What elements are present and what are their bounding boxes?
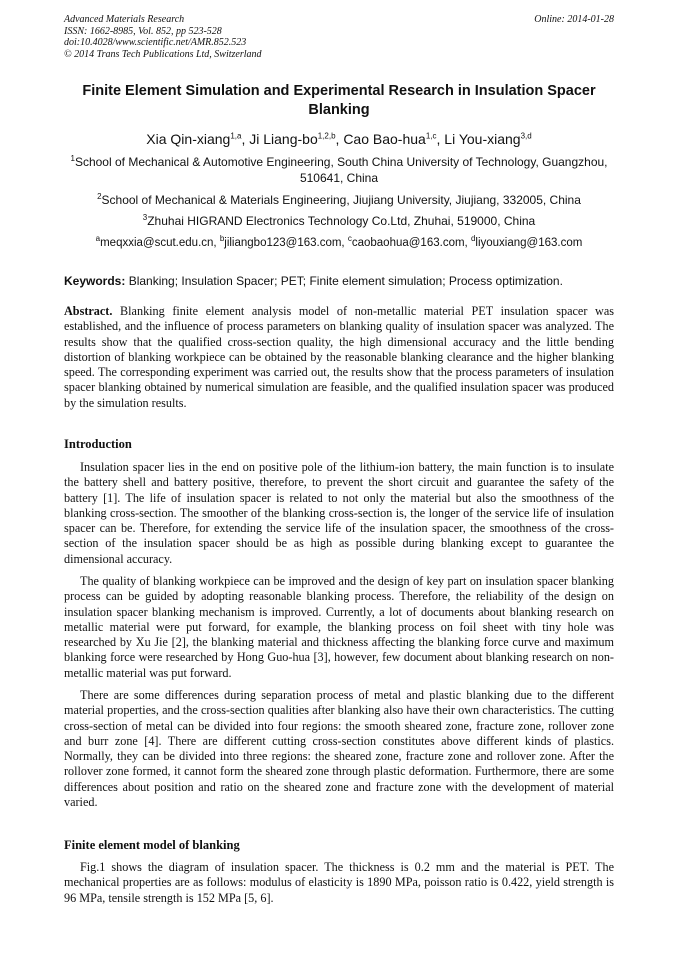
email-link[interactable]: meqxxia@scut.edu.cn, [100, 237, 217, 249]
author-name: Xia Qin-xiang [146, 131, 231, 147]
email-list [64, 234, 614, 249]
author-name: Li You-xiang [444, 131, 521, 147]
email-sup: b [219, 234, 225, 244]
email-link[interactable]: caobaohua@163.com, [351, 237, 468, 249]
email-link[interactable]: liyouxiang@163.com [475, 237, 583, 249]
affiliation [64, 193, 614, 209]
affiliation-sup: 2 [97, 192, 102, 201]
author-name: Cao Bao-hua [343, 131, 426, 147]
section-heading-fem: Finite element model of blanking [64, 838, 240, 852]
author-sup: 1,2,b [317, 131, 336, 141]
online-date: Online: 2014-01-28 [534, 14, 614, 25]
affiliation-sup: 3 [142, 213, 148, 222]
keywords-label: Keywords: [64, 274, 126, 288]
author-sup: 3,d [520, 131, 532, 141]
affiliation-text: Zhuhai HIGRAND Electronics Technology Co.Ltd, Zhuhai, 519000, China [147, 214, 536, 228]
author-list: Xia Qin-xiang$^{1,a}$, Ji Liang-bo$^{1,2,b}$, Cao Bao-hua$^{1,c}$, Li You-xiang$^{3,d}$ [146, 131, 532, 147]
journal-name: Advanced Materials Research [64, 14, 185, 25]
journal-header [64, 14, 262, 60]
email-sup: c [347, 234, 352, 244]
intro-paragraph-1: Insulation spacer lies in the end on positive pole of the lithium-ion battery, the main function is to insulate the battery shell and battery positive, therefore, to prevent the short circuit and guarantee the safety of the battery [1]. The life of insulation spacer is related to not only the material but also the smoothness of the blanking cross-section. The smoother of the blanking cross-section is, the longer of the service life of insulation spacer can be. Therefore, for extending the service life of the insulation spacer, the smoothness of the cross-section of the insulation spacer should be as high as possible during blanking except to guarantee the dimensional accuracy. [64, 460, 614, 566]
journal-doi: doi:10.4028/www.scientific.net/AMR.852.523 [64, 37, 247, 49]
fem-paragraph-1: Fig.1 shows the diagram of insulation spacer. The thickness is 0.2 mm and the material is PET. The mechanical properties are as follows: modulus of elasticity is 1890 MPa, poisson ratio is 0.422, yield strength is 96 MPa, tensile strength is 152 MPa [5, 6]. [64, 860, 614, 905]
intro-paragraph-3: There are some differences during separation process of metal and plastic blanking due to the different material properties, and the cross-section qualities after blanking also have their own characteristics. The cutting cross-section of metal can be divided into four regions: the smooth sheared zone, fracture zone, rollover zone and burr zone [4]. There are different cutting cross-section constitutes above different kinds of plastics. Normally, they can be divided into three regions: the sheared zone, fracture zone and rollover zone. After the rollover zone formed, it cannot form the sheared zone through plastic deformation. Furthermore, there are some differences about position and ratio on the sheared zone and fracture zone with the development of material varied. [64, 688, 614, 810]
author-name: Ji Liang-bo [249, 131, 318, 147]
author-sup: 1,c [425, 131, 437, 141]
email-link[interactable]: jiliangbo123@163.com, [224, 237, 345, 249]
affiliation-text: School of Mechanical & Materials Engineering, Jiujiang University, Jiujiang, 332005, China [101, 193, 581, 207]
paper-title: Finite Element Simulation and Experimental Research in Insulation Spacer Blanking [82, 83, 596, 118]
affiliation-sup: 1 [70, 154, 75, 163]
journal-issn: ISSN: 1662-8985, Vol. 852, pp 523-528 [64, 25, 222, 37]
intro-paragraph-2: The quality of blanking workpiece can be improved and the design of key part on insulation spacer blanking process can be guided by adopting reasonable blanking process. Therefore, the reliability of the design on insulation spacer blanking mechanism is improved. Currently, a lot of documents about blanking research on metallic material were put forward, for example, the blanking process on foil sheet with tiny hole was researched by Xu Jie [2], the blanking material and thickness affecting the blanking force curve and maximum blanking force were researched by Hong Guo-hua [3], however, few document about blanking research on non-metallic material was put forward. [64, 574, 614, 680]
abstract-label: Abstract. [64, 304, 113, 318]
affiliation [64, 214, 614, 230]
email-sup: a [95, 234, 101, 244]
email-sup: d [470, 234, 476, 244]
section-heading-introduction: Introduction [64, 437, 132, 451]
keywords-text: Blanking; Insulation Spacer; PET; Finite element simulation; Process optimization. [128, 274, 563, 288]
abstract [64, 304, 614, 411]
journal-copyright: © 2014 Trans Tech Publications Ltd, Switzerland [64, 48, 262, 60]
affiliation-text: School of Mechanical & Automotive Engineering, South China University of Technology, Guangzhou, 510641, China [74, 155, 608, 185]
keywords [64, 274, 614, 288]
abstract-text: Blanking finite element analysis model of non-metallic material PET insulation spacer was established, and the influence of process parameters on blanking quality of insulation spacer was analyzed. The results show that the qualified cross-section quality, the high dimensional accuracy and the little bending distortion of blanking workpiece can be obtained by the reasonable blanking clearance and the higher blanking speed. The corresponding experiment was carried out, the results show that the process parameters of insulation spacer blanking obtained by numerical simulation are feasible, and the qualified insulation spacer was produced by the simulation results. [64, 304, 614, 410]
author-sup: 1,a [230, 131, 242, 141]
affiliation [64, 155, 614, 186]
